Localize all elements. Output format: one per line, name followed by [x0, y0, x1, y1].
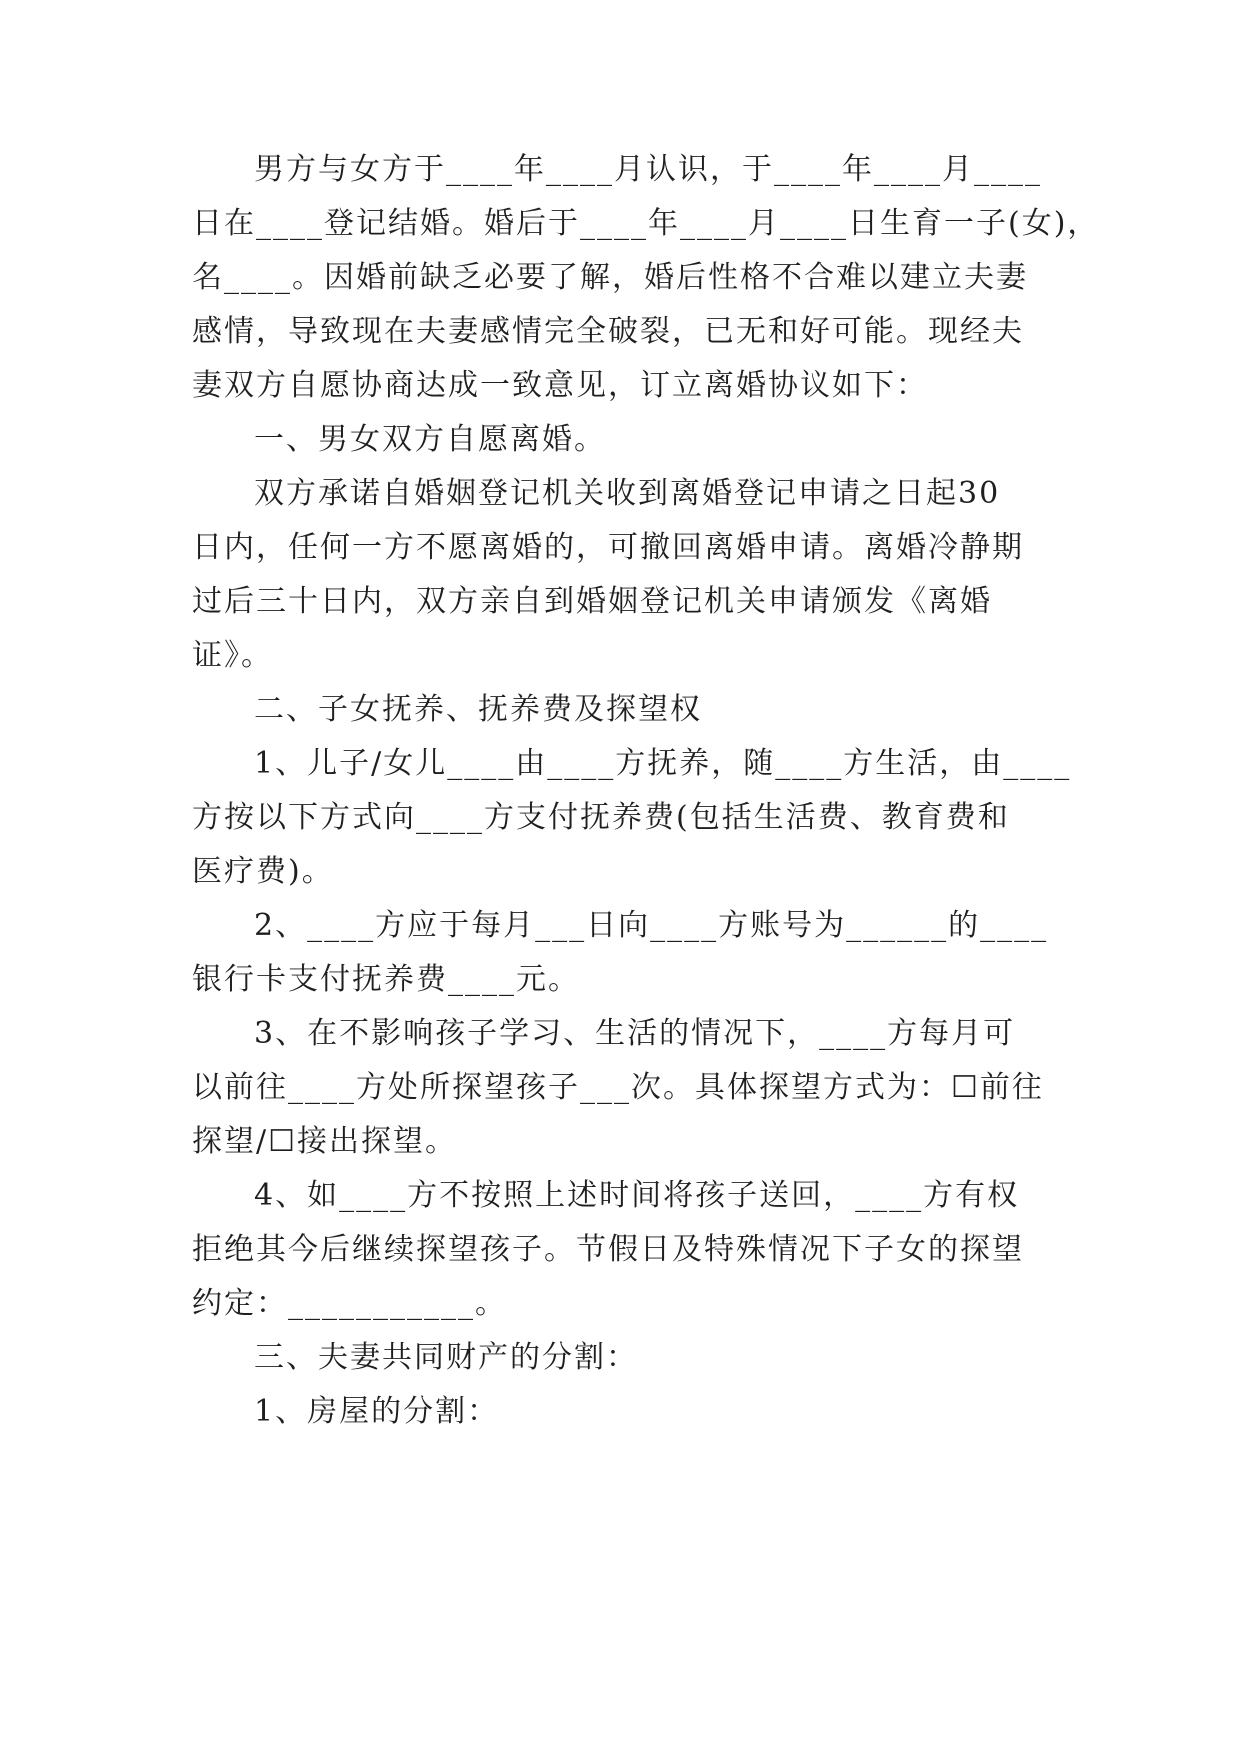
paragraph-line: 银行卡支付抚养费____元。: [192, 962, 580, 997]
paragraph-line: 4、如____方不按照上述时间将孩子送回，____方有权: [254, 1178, 1020, 1213]
paragraph-line: 妻双方自愿协商达成一致意见，订立离婚协议如下：: [192, 368, 928, 403]
paragraph-line: 1、房屋的分割：: [254, 1394, 500, 1429]
paragraph-line: 医疗费)。: [192, 854, 334, 889]
paragraph-line: 约定：___________。: [192, 1286, 507, 1321]
paragraph-line: 3、在不影响孩子学习、生活的情况下，____方每月可: [254, 1016, 1016, 1051]
paragraph-line: 拒绝其今后继续探望孩子。节假日及特殊情况下子女的探望: [192, 1232, 1024, 1267]
section-heading: 一、男女双方自愿离婚。: [254, 422, 606, 457]
paragraph-line: 感情，导致现在夫妻感情完全破裂，已无和好可能。现经夫: [192, 314, 1024, 349]
paragraph-line: 1、儿子/女儿____由____方抚养，随____方生活，由____: [254, 746, 1072, 781]
paragraph-line: 名____。因婚前缺乏必要了解，婚后性格不合难以建立夫妻: [192, 260, 1028, 295]
paragraph-line: 日在____登记结婚。婚后于____年____月____日生育一子(女)，: [192, 206, 1100, 241]
paragraph-line: 日内，任何一方不愿离婚的，可撤回离婚申请。离婚冷静期: [192, 530, 1024, 565]
paragraph-line: 2、____方应于每月___日向____方账号为______的____: [254, 908, 1049, 943]
section-heading: 三、夫妻共同财产的分割：: [254, 1340, 638, 1375]
paragraph-line: 过后三十日内，双方亲自到婚姻登记机关申请颁发《离婚: [192, 584, 992, 619]
section-heading: 二、子女抚养、抚养费及探望权: [254, 692, 702, 727]
paragraph-line: 双方承诺自婚姻登记机关收到离婚登记申请之日起30: [254, 476, 1001, 511]
paragraph-line: 证》。: [192, 638, 273, 673]
paragraph-line: 男方与女方于____年____月认识，于____年____月____: [254, 152, 1042, 187]
paragraph-line: 探望/☐接出探望。: [192, 1124, 458, 1159]
paragraph-line: 以前往____方处所探望孩子___次。具体探望方式为：☐前往: [192, 1070, 1044, 1105]
paragraph-line: 方按以下方式向____方支付抚养费(包括生活费、教育费和: [192, 800, 1010, 835]
